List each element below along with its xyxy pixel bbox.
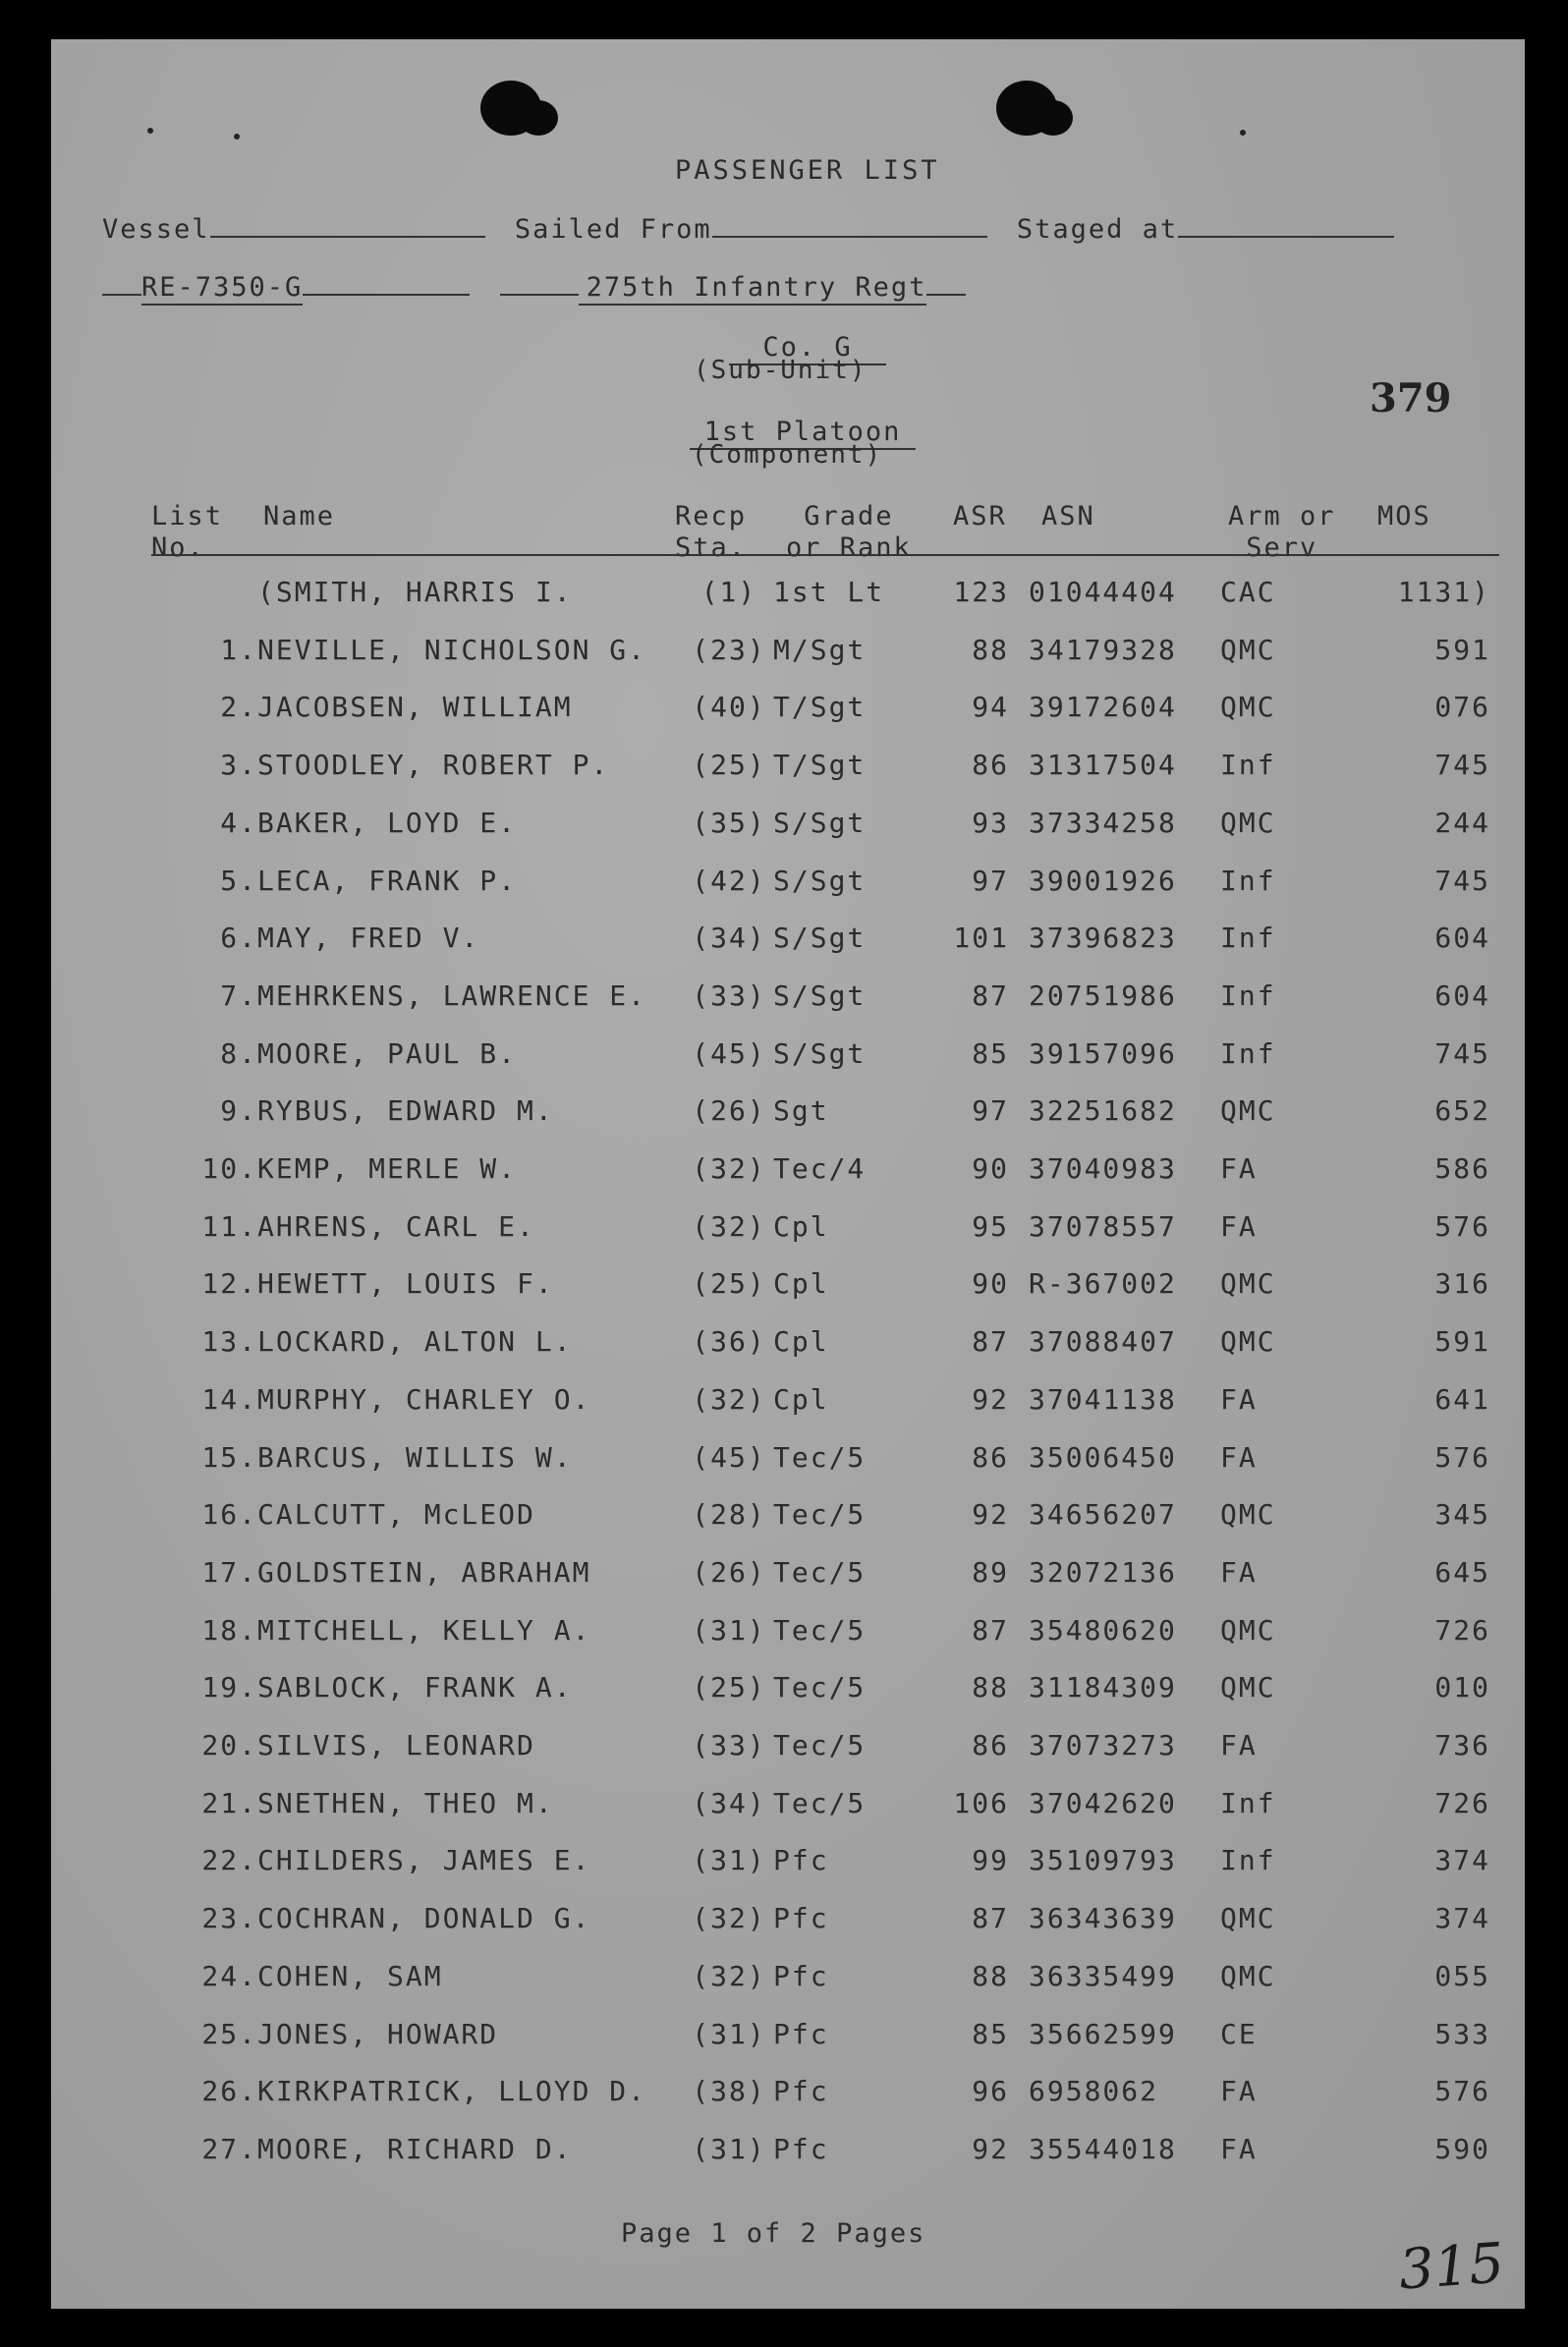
col-arm: Arm or Serv	[1228, 501, 1336, 563]
asr-score: 88	[972, 1960, 1009, 1992]
recp-station: (32)	[692, 1152, 766, 1185]
mos-code: 533	[1434, 2018, 1490, 2050]
table-row	[51, 979, 1525, 1019]
asr-score: 92	[972, 1383, 1009, 1416]
mos-code: 586	[1434, 1152, 1490, 1185]
grade: Pfc	[773, 1960, 829, 1992]
army-serial-number: 35662599	[1029, 2018, 1177, 2050]
passenger-name: KIRKPATRICK, LLOYD D.	[257, 2075, 647, 2107]
table-row	[51, 1729, 1525, 1768]
recp-station: (23)	[692, 634, 766, 666]
arm-or-service: QMC	[1220, 1094, 1276, 1127]
mos-code: 726	[1434, 1614, 1490, 1647]
speck	[147, 128, 153, 134]
table-row	[51, 576, 1525, 615]
passenger-name: COCHRAN, DONALD G.	[257, 1902, 591, 1934]
passenger-name: MURPHY, CHARLEY O.	[257, 1383, 591, 1416]
sailed-from-label: Sailed From	[514, 214, 712, 245]
recp-station: (38)	[692, 2075, 766, 2107]
table-row	[51, 1094, 1525, 1134]
passenger-name: CHILDERS, JAMES E.	[257, 1844, 591, 1876]
army-serial-number: 37088407	[1029, 1325, 1177, 1358]
asr-score: 89	[972, 1556, 1009, 1589]
arm-or-service: Inf	[1220, 1787, 1276, 1819]
list-number: 6.	[220, 922, 257, 954]
mos-code: 604	[1434, 922, 1490, 954]
passenger-name: COHEN, SAM	[257, 1960, 443, 1992]
recp-station: (31)	[692, 2133, 766, 2165]
sub-unit-caption: (Sub-Unit)	[694, 356, 868, 385]
grade: Cpl	[773, 1267, 829, 1300]
arm-or-service: Inf	[1220, 749, 1276, 781]
recp-station: (42)	[692, 865, 766, 897]
recp-station: (31)	[692, 2018, 766, 2050]
table-row	[51, 1267, 1525, 1307]
mos-code: 745	[1434, 749, 1490, 781]
passenger-name: MOORE, PAUL B.	[257, 1037, 518, 1070]
table-row	[51, 1844, 1525, 1883]
table-row	[51, 1960, 1525, 1999]
table-row	[51, 1498, 1525, 1537]
grade: Cpl	[773, 1210, 829, 1243]
punch-hole	[519, 100, 558, 136]
passenger-name: (SMITH, HARRIS I.	[257, 576, 573, 608]
recp-station: (25)	[692, 1671, 766, 1704]
grade: Pfc	[773, 1844, 829, 1876]
page-stamp-number: 379	[1370, 375, 1452, 421]
passenger-name: BARCUS, WILLIS W.	[257, 1441, 573, 1474]
list-number: 12.	[201, 1267, 257, 1300]
arm-or-service: QMC	[1220, 1614, 1276, 1647]
mos-code: 055	[1434, 1960, 1490, 1992]
grade: Sgt	[773, 1094, 829, 1127]
army-serial-number: 39172604	[1029, 691, 1177, 723]
passenger-name: MITCHELL, KELLY A.	[257, 1614, 591, 1647]
table-row	[51, 1614, 1525, 1653]
asr-score: 96	[972, 2075, 1009, 2107]
mos-code: 244	[1434, 807, 1490, 839]
list-number: 25.	[201, 2018, 257, 2050]
arm-or-service: Inf	[1220, 1844, 1276, 1876]
recp-station: (35)	[692, 807, 766, 839]
passenger-name: NEVILLE, NICHOLSON G.	[257, 634, 647, 666]
recp-station: (31)	[692, 1614, 766, 1647]
asr-score: 97	[972, 1094, 1009, 1127]
army-serial-number: 34656207	[1029, 1498, 1177, 1531]
vessel-line	[102, 214, 1394, 245]
asr-score: 106	[953, 1787, 1009, 1819]
asr-score: 87	[972, 1902, 1009, 1934]
army-serial-number: 20751986	[1029, 979, 1177, 1012]
asr-score: 85	[972, 1037, 1009, 1070]
list-number: 16.	[201, 1498, 257, 1531]
army-serial-number: 35006450	[1029, 1441, 1177, 1474]
army-serial-number: 31317504	[1029, 749, 1177, 781]
arm-or-service: QMC	[1220, 1960, 1276, 1992]
mos-code: 591	[1434, 1325, 1490, 1358]
table-row	[51, 1152, 1525, 1192]
table-row	[51, 1325, 1525, 1365]
table-row	[51, 2075, 1525, 2114]
unit-name: 275th Infantry Regt	[579, 272, 927, 306]
recp-station: (26)	[692, 1556, 766, 1589]
table-row	[51, 1210, 1525, 1250]
list-number: 21.	[201, 1787, 257, 1819]
vessel-label: Vessel	[102, 214, 210, 245]
army-serial-number: 39157096	[1029, 1037, 1177, 1070]
passenger-name: MEHRKENS, LAWRENCE E.	[257, 979, 647, 1012]
grade: S/Sgt	[773, 865, 867, 897]
army-serial-number: 37042620	[1029, 1787, 1177, 1819]
passenger-name: AHRENS, CARL E.	[257, 1210, 535, 1243]
list-number: 15.	[201, 1441, 257, 1474]
list-number: 11.	[201, 1210, 257, 1243]
list-number: 20.	[201, 1729, 257, 1761]
arm-or-service: CE	[1220, 2018, 1258, 2050]
passenger-name: CALCUTT, McLEOD	[257, 1498, 535, 1531]
col-list-no: List No.	[151, 501, 224, 563]
arm-or-service: QMC	[1220, 1671, 1276, 1704]
grade: Tec/5	[773, 1614, 867, 1647]
army-serial-number: 39001926	[1029, 865, 1177, 897]
table-row	[51, 865, 1525, 904]
grade: Pfc	[773, 2133, 829, 2165]
arm-or-service: FA	[1220, 2133, 1258, 2165]
arm-or-service: Inf	[1220, 979, 1276, 1012]
list-number: 14.	[201, 1383, 257, 1416]
list-number: 19.	[201, 1671, 257, 1704]
grade: M/Sgt	[773, 634, 867, 666]
grade: Tec/5	[773, 1441, 867, 1474]
asr-score: 95	[972, 1210, 1009, 1243]
asr-score: 97	[972, 865, 1009, 897]
mos-code: 745	[1434, 1037, 1490, 1070]
table-row	[51, 1383, 1525, 1423]
list-number: 1.	[220, 634, 257, 666]
list-number: 3.	[220, 749, 257, 781]
grade: Tec/4	[773, 1152, 867, 1185]
recp-station: (34)	[692, 922, 766, 954]
army-serial-number: 34179328	[1029, 634, 1177, 666]
list-number: 18.	[201, 1614, 257, 1647]
arm-or-service: QMC	[1220, 1267, 1276, 1300]
recp-station: (45)	[692, 1037, 766, 1070]
recp-station: (45)	[692, 1441, 766, 1474]
recp-station: (34)	[692, 1787, 766, 1819]
asr-score: 86	[972, 749, 1009, 781]
recp-station: (33)	[692, 979, 766, 1012]
army-serial-number: 37396823	[1029, 922, 1177, 954]
list-number: 24.	[201, 1960, 257, 1992]
asr-score: 90	[972, 1152, 1009, 1185]
arm-or-service: QMC	[1220, 634, 1276, 666]
asr-score: 87	[972, 1325, 1009, 1358]
recp-station: (25)	[692, 749, 766, 781]
passenger-name: SNETHEN, THEO M.	[257, 1787, 554, 1819]
table-row	[51, 1787, 1525, 1826]
asr-score: 86	[972, 1729, 1009, 1761]
passenger-name: LOCKARD, ALTON L.	[257, 1325, 573, 1358]
speck	[1240, 130, 1246, 136]
recp-station: (32)	[692, 1960, 766, 1992]
grade: Pfc	[773, 1902, 829, 1934]
list-number: 17.	[201, 1556, 257, 1589]
asr-score: 85	[972, 2018, 1009, 2050]
grade: Tec/5	[773, 1498, 867, 1531]
arm-or-service: Inf	[1220, 1037, 1276, 1070]
army-serial-number: 37041138	[1029, 1383, 1177, 1416]
asr-score: 99	[972, 1844, 1009, 1876]
col-asn: ASN	[1041, 501, 1095, 531]
table-row	[51, 1671, 1525, 1710]
arm-or-service: FA	[1220, 1152, 1258, 1185]
mos-code: 1131)	[1397, 576, 1490, 608]
table-row	[51, 922, 1525, 961]
arm-or-service: QMC	[1220, 1498, 1276, 1531]
army-serial-number: 35480620	[1029, 1614, 1177, 1647]
recp-station: (32)	[692, 1902, 766, 1934]
mos-code: 590	[1434, 2133, 1490, 2165]
asr-score: 101	[953, 922, 1009, 954]
grade: 1st Lt	[773, 576, 885, 608]
passenger-name: MOORE, RICHARD D.	[257, 2133, 573, 2165]
grade: Tec/5	[773, 1787, 867, 1819]
table-row	[51, 1556, 1525, 1595]
army-serial-number: 37073273	[1029, 1729, 1177, 1761]
army-serial-number: 37078557	[1029, 1210, 1177, 1243]
mos-code: 316	[1434, 1267, 1490, 1300]
asr-score: 123	[953, 576, 1009, 608]
grade: Pfc	[773, 2075, 829, 2107]
table-row	[51, 634, 1525, 673]
passenger-name: SILVIS, LEONARD	[257, 1729, 535, 1761]
grade: S/Sgt	[773, 807, 867, 839]
recp-station: (33)	[692, 1729, 766, 1761]
grade: S/Sgt	[773, 979, 867, 1012]
army-serial-number: 31184309	[1029, 1671, 1177, 1704]
arm-or-service: FA	[1220, 1383, 1258, 1416]
list-number: 5.	[220, 865, 257, 897]
asr-score: 93	[972, 807, 1009, 839]
staged-at-label: Staged at	[1016, 214, 1179, 245]
arm-or-service: Inf	[1220, 922, 1276, 954]
table-row	[51, 1037, 1525, 1077]
grade: Cpl	[773, 1383, 829, 1416]
mos-code: 726	[1434, 1787, 1490, 1819]
passenger-name: STOODLEY, ROBERT P.	[257, 749, 610, 781]
army-serial-number: 01044404	[1029, 576, 1177, 608]
army-serial-number: 35109793	[1029, 1844, 1177, 1876]
asr-score: 87	[972, 979, 1009, 1012]
sub-unit: Co. G	[729, 332, 886, 365]
arm-or-service: QMC	[1220, 1325, 1276, 1358]
table-row	[51, 749, 1525, 788]
passenger-name: GOLDSTEIN, ABRAHAM	[257, 1556, 591, 1589]
mos-code: 745	[1434, 865, 1490, 897]
table-row	[51, 2018, 1525, 2057]
list-number: 4.	[220, 807, 257, 839]
mos-code: 736	[1434, 1729, 1490, 1761]
document-title: PASSENGER LIST	[675, 155, 940, 186]
army-serial-number: 37040983	[1029, 1152, 1177, 1185]
recp-station: (36)	[692, 1325, 766, 1358]
col-asr: ASR	[953, 501, 1007, 531]
grade: S/Sgt	[773, 1037, 867, 1070]
army-serial-number: 32072136	[1029, 1556, 1177, 1589]
passenger-name: KEMP, MERLE W.	[257, 1152, 518, 1185]
army-serial-number: 37334258	[1029, 807, 1177, 839]
table-row	[51, 1902, 1525, 1941]
list-number: 13.	[201, 1325, 257, 1358]
passenger-name: JONES, HOWARD	[257, 2018, 499, 2050]
table-row	[51, 2133, 1525, 2172]
mos-code: 576	[1434, 1441, 1490, 1474]
grade: Tec/5	[773, 1556, 867, 1589]
grade: Cpl	[773, 1325, 829, 1358]
mos-code: 576	[1434, 1210, 1490, 1243]
punch-hole	[1034, 100, 1073, 136]
asr-score: 90	[972, 1267, 1009, 1300]
header-rule	[151, 554, 1499, 556]
list-number: 22.	[201, 1844, 257, 1876]
col-recp: Recp Sta.	[675, 501, 748, 563]
mos-code: 076	[1434, 691, 1490, 723]
army-serial-number: 6958062	[1029, 2075, 1159, 2107]
arm-or-service: QMC	[1220, 1902, 1276, 1934]
col-name: Name	[263, 501, 336, 531]
list-number: 10.	[201, 1152, 257, 1185]
army-serial-number: 36335499	[1029, 1960, 1177, 1992]
list-number: 9.	[220, 1094, 257, 1127]
passenger-name: RYBUS, EDWARD M.	[257, 1094, 554, 1127]
grade: Tec/5	[773, 1671, 867, 1704]
army-serial-number: 32251682	[1029, 1094, 1177, 1127]
table-row	[51, 807, 1525, 846]
mos-code: 645	[1434, 1556, 1490, 1589]
asr-score: 92	[972, 2133, 1009, 2165]
handwritten-number: 315	[1396, 2231, 1507, 2303]
grade: T/Sgt	[773, 749, 867, 781]
army-serial-number: 35544018	[1029, 2133, 1177, 2165]
mos-code: 576	[1434, 2075, 1490, 2107]
mos-code: 010	[1434, 1671, 1490, 1704]
asr-score: 87	[972, 1614, 1009, 1647]
asr-score: 92	[972, 1498, 1009, 1531]
arm-or-service: CAC	[1220, 576, 1276, 608]
asr-score: 88	[972, 1671, 1009, 1704]
document-sheet	[51, 39, 1525, 2309]
recp-station: (32)	[692, 1383, 766, 1416]
mos-code: 374	[1434, 1844, 1490, 1876]
list-number: 2.	[220, 691, 257, 723]
recp-station: (1)	[700, 576, 757, 608]
army-serial-number: R-367002	[1029, 1267, 1177, 1300]
mos-code: 641	[1434, 1383, 1490, 1416]
list-number: 26.	[201, 2075, 257, 2107]
table-row	[51, 691, 1525, 730]
recp-station: (26)	[692, 1094, 766, 1127]
asr-score: 86	[972, 1441, 1009, 1474]
passenger-name: BAKER, LOYD E.	[257, 807, 518, 839]
component: 1st Platoon	[690, 417, 916, 450]
arm-or-service: QMC	[1220, 807, 1276, 839]
recp-station: (32)	[692, 1210, 766, 1243]
passenger-name: MAY, FRED V.	[257, 922, 480, 954]
list-number: 7.	[220, 979, 257, 1012]
recp-station: (25)	[692, 1267, 766, 1300]
arm-or-service: Inf	[1220, 865, 1276, 897]
col-grade: Grade or Rank	[786, 501, 912, 563]
table-row	[51, 1441, 1525, 1481]
page-footer: Page 1 of 2 Pages	[621, 2218, 926, 2249]
list-number: 27.	[201, 2133, 257, 2165]
recp-station: (28)	[692, 1498, 766, 1531]
arm-or-service: QMC	[1220, 691, 1276, 723]
grade: T/Sgt	[773, 691, 867, 723]
grade: S/Sgt	[773, 922, 867, 954]
recp-station: (40)	[692, 691, 766, 723]
shipment-number: RE-7350-G	[141, 272, 303, 306]
speck	[234, 134, 240, 140]
army-serial-number: 36343639	[1029, 1902, 1177, 1934]
passenger-name: JACOBSEN, WILLIAM	[257, 691, 573, 723]
recp-station: (31)	[692, 1844, 766, 1876]
grade: Tec/5	[773, 1729, 867, 1761]
arm-or-service: FA	[1220, 1729, 1258, 1761]
shipment-line	[102, 272, 966, 303]
list-number: 8.	[220, 1037, 257, 1070]
asr-score: 94	[972, 691, 1009, 723]
mos-code: 591	[1434, 634, 1490, 666]
passenger-name: SABLOCK, FRANK A.	[257, 1671, 573, 1704]
component-caption: (Component)	[692, 440, 883, 470]
grade: Pfc	[773, 2018, 829, 2050]
mos-code: 652	[1434, 1094, 1490, 1127]
mos-code: 374	[1434, 1902, 1490, 1934]
arm-or-service: FA	[1220, 1556, 1258, 1589]
col-mos: MOS	[1377, 501, 1431, 531]
passenger-name: HEWETT, LOUIS F.	[257, 1267, 554, 1300]
mos-code: 345	[1434, 1498, 1490, 1531]
arm-or-service: FA	[1220, 1441, 1258, 1474]
list-number: 23.	[201, 1902, 257, 1934]
mos-code: 604	[1434, 979, 1490, 1012]
asr-score: 88	[972, 634, 1009, 666]
arm-or-service: FA	[1220, 1210, 1258, 1243]
passenger-name: LECA, FRANK P.	[257, 865, 518, 897]
arm-or-service: FA	[1220, 2075, 1258, 2107]
